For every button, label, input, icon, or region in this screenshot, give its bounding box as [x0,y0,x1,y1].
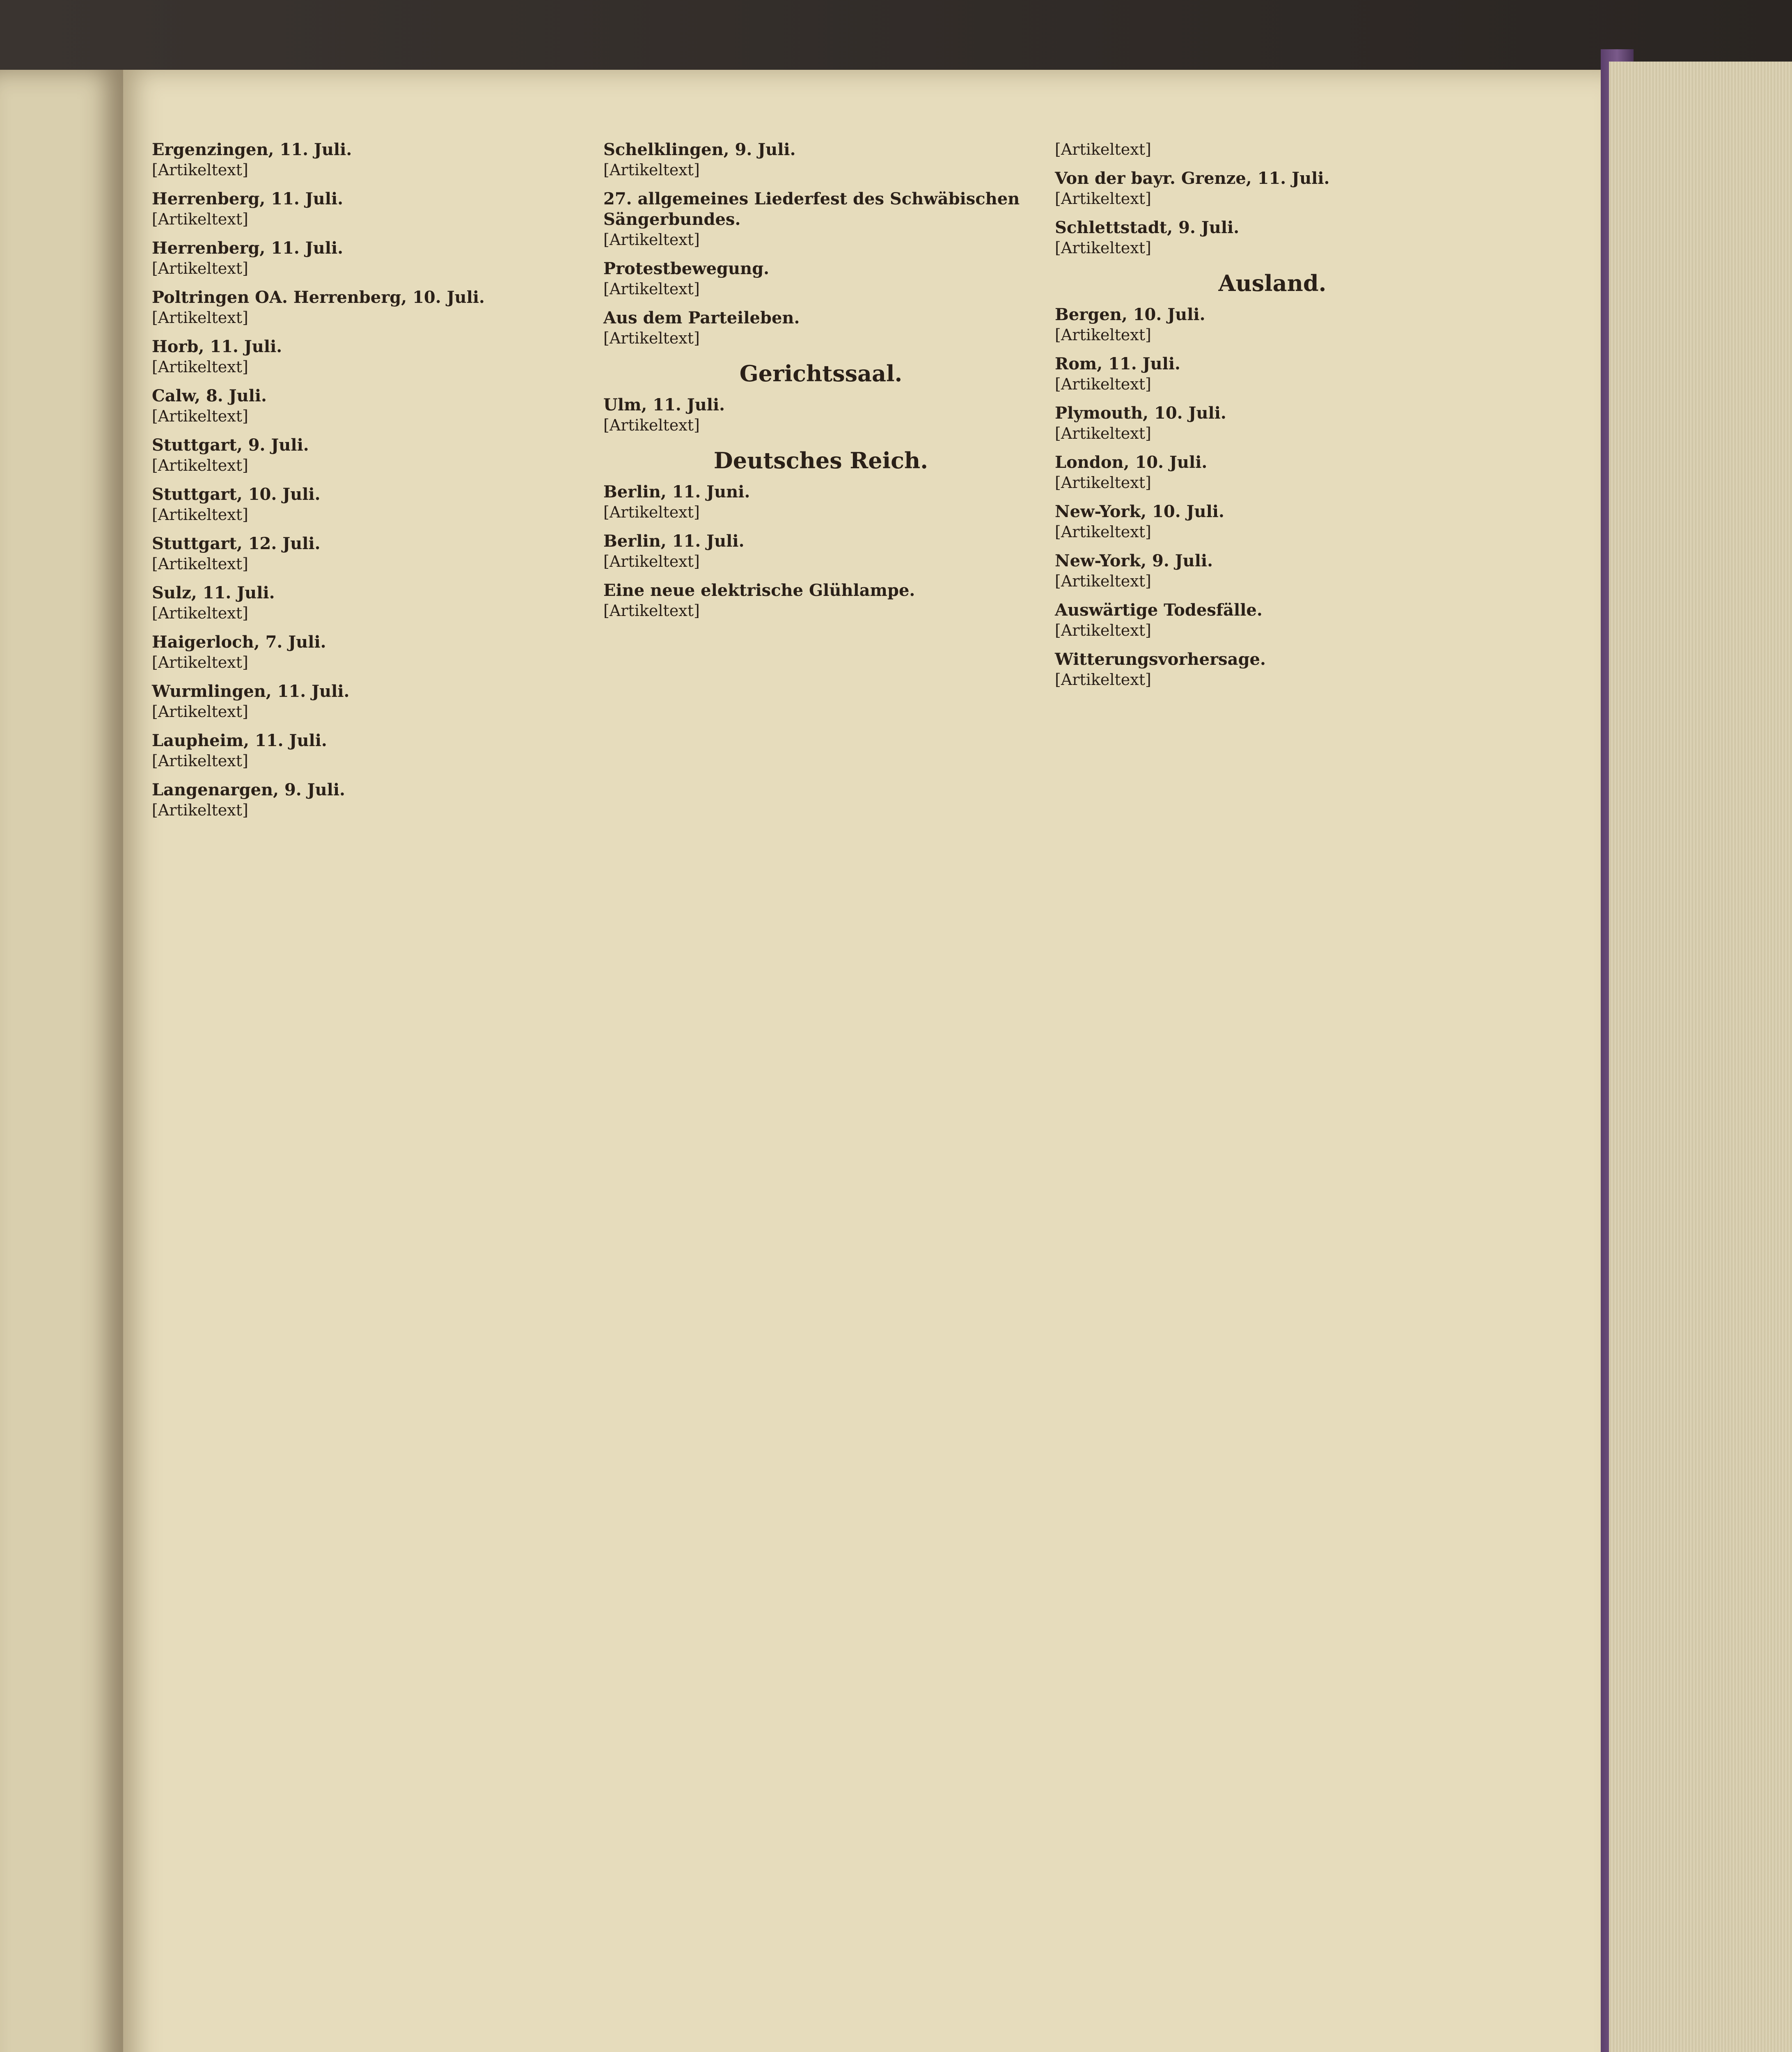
article-heading: Von der bayr. Grenze, 11. Juli. [1055,169,1330,188]
article [152,780,587,820]
article-body: [Artikeltext] [1055,424,1151,442]
article-body: [Artikeltext] [152,801,248,819]
article-heading: Schlettstadt, 9. Juli. [1055,218,1240,237]
article-body: [Artikeltext] [603,231,700,249]
article [603,482,1038,522]
article-heading: Plymouth, 10. Juli. [1055,403,1226,423]
article-heading: Eine neue elektrische Glühlampe. [603,581,915,600]
article [1055,305,1490,345]
article-heading: Horb, 11. Juli. [152,337,282,356]
article [152,583,587,623]
article-body: [Artikeltext] [1055,140,1151,158]
article-heading: Stuttgart, 12. Juli. [152,534,321,553]
article-body: [Artikeltext] [1055,671,1151,689]
article-heading: Witterungsvorhersage. [1055,650,1266,669]
column-3 [1055,140,1490,2052]
article [152,386,587,426]
article-heading: Ulm, 11. Juli. [603,395,725,415]
article-body: [Artikeltext] [152,604,248,622]
article-heading: Poltringen OA. Herrenberg, 10. Juli. [152,288,485,307]
article [152,534,587,574]
article-body: [Artikeltext] [1055,621,1151,639]
article-body: [Artikeltext] [603,416,700,434]
article-body: [Artikeltext] [152,407,248,425]
article [152,140,587,180]
article-body: [Artikeltext] [1055,190,1151,208]
article-heading: Schelklingen, 9. Juli. [603,140,796,159]
article-body: [Artikeltext] [1055,375,1151,393]
article-heading: Protestbewegung. [603,259,770,278]
article-body: [Artikeltext] [152,555,248,573]
article-body: [Artikeltext] [152,703,248,721]
article [1055,403,1490,443]
article-body: [Artikeltext] [603,161,700,179]
article-heading: Auswärtige Todesfälle. [1055,600,1263,620]
article [1055,600,1490,640]
article-heading: Stuttgart, 9. Juli. [152,435,309,455]
article [152,189,587,229]
article [152,435,587,475]
article-heading: Aus dem Parteileben. [603,308,800,327]
article [1055,452,1490,492]
article [1055,168,1490,208]
article [152,681,587,721]
article-heading: Langenargen, 9. Juli. [152,780,345,799]
article-body: [Artikeltext] [1055,326,1151,344]
column-1 [152,140,587,2052]
article [1055,140,1490,159]
article-body: [Artikeltext] [603,329,700,347]
article-body: [Artikeltext] [1055,474,1151,492]
article [603,531,1038,571]
article-heading: Herrenberg, 11. Juli. [152,238,344,258]
article-body: [Artikeltext] [603,503,700,521]
article-body: [Artikeltext] [1055,523,1151,541]
article-heading: Haigerloch, 7. Juli. [152,632,326,652]
article-heading: Bergen, 10. Juli. [1055,305,1205,324]
article-heading: Berlin, 11. Juli. [603,531,745,551]
article [1055,649,1490,689]
section-heading: Gerichtssaal. [739,360,903,387]
article [1055,551,1490,591]
article [152,238,587,278]
article-heading: New-York, 9. Juli. [1055,551,1213,570]
article [603,308,1038,348]
article-body: [Artikeltext] [603,280,700,298]
article [1055,218,1490,258]
article-body: [Artikeltext] [152,259,248,277]
article [152,731,587,771]
article-body: [Artikeltext] [152,309,248,327]
column-2 [603,140,1038,2052]
article-body: [Artikeltext] [603,552,700,570]
article-body: [Artikeltext] [152,161,248,179]
article-heading: Berlin, 11. Juni. [603,482,750,502]
article [603,259,1038,299]
article-heading: Ergenzingen, 11. Juli. [152,140,352,159]
article-body: [Artikeltext] [152,506,248,524]
article-heading: Stuttgart, 10. Juli. [152,485,321,504]
article-body: [Artikeltext] [152,456,248,474]
article-heading: Wurmlingen, 11. Juli. [152,682,350,701]
page-stack-edges [1609,62,1792,2052]
article-body: [Artikeltext] [152,358,248,376]
article-heading: New-York, 10. Juli. [1055,502,1224,521]
article-body: [Artikeltext] [1055,572,1151,590]
article [603,580,1038,621]
article [1055,502,1490,542]
article-heading: Herrenberg, 11. Juli. [152,189,344,208]
section-heading: Deutsches Reich. [713,447,928,474]
article-heading: Sulz, 11. Juli. [152,583,275,602]
article-heading: Laupheim, 11. Juli. [152,731,327,750]
section-heading: Ausland. [1218,270,1327,296]
article [603,189,1038,250]
article [603,395,1038,435]
article-heading: London, 10. Juli. [1055,453,1208,472]
article [152,287,587,327]
article-body: [Artikeltext] [152,752,248,770]
article [152,632,587,672]
left-page-edge [0,70,123,2052]
article [152,484,587,524]
article-heading: Rom, 11. Juli. [1055,354,1180,373]
article [603,140,1038,180]
article-body: [Artikeltext] [152,210,248,228]
article-heading: Calw, 8. Juli. [152,386,267,405]
article-heading: 27. allgemeines Liederfest des Schwäbischen Sängerbundes. [603,189,1020,229]
article-body: [Artikeltext] [1055,239,1151,257]
article [1055,354,1490,394]
article-body: [Artikeltext] [152,653,248,671]
article [152,337,587,377]
article-body: [Artikeltext] [603,602,700,620]
